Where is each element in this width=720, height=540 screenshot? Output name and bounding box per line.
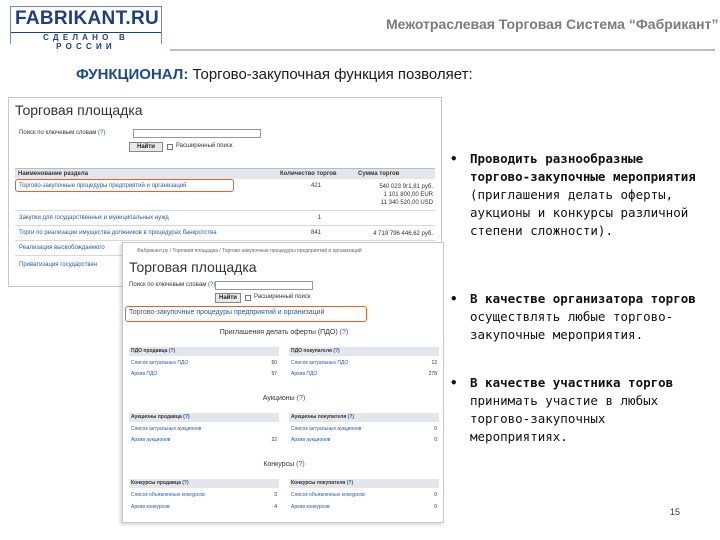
column-header-sum: Сумма торгов <box>355 168 435 179</box>
bullet-text: осуществлять любые торгово-закупочные мероприятия. <box>470 309 674 342</box>
heading-text: Торгово-закупочная функция позволяет: <box>192 66 473 83</box>
trade-sum: 540 023 9г1,81 руб. 1 101 800,00 EUR 11 340 520,00 USD <box>379 184 433 206</box>
contests-buyer-header: Конкурсы покупателя (?) <box>289 479 439 488</box>
pdo-buyer-archive-link[interactable]: Архив ПДО <box>291 371 318 377</box>
breadcrumb[interactable]: Фабрикант.ру / Торговая площадка / Торгово-закупочные процедуры предприятий и организаций <box>137 248 362 254</box>
trade-count: 1 <box>317 215 321 221</box>
contests-buyer-archive-count: 0 <box>434 504 437 510</box>
search-input[interactable] <box>133 129 261 138</box>
section-link[interactable]: Торгово-закупочные процедуры предприятий и организаций <box>129 309 325 316</box>
find-button[interactable]: Найти <box>129 142 163 152</box>
contests-buyer-archive-link[interactable]: Архив конкурсов <box>291 504 330 510</box>
section-link[interactable]: Торгово-закупочные процедуры предприятий и организаций <box>19 183 187 189</box>
contests-section-title: Конкурсы (?) <box>263 461 305 468</box>
bullet-icon: • <box>450 291 458 306</box>
section-link[interactable]: Торги по реализации имущества должников в процедурах банкротства <box>19 230 217 236</box>
pdo-seller-current-link[interactable]: Список актуальных ПДО <box>131 360 189 366</box>
slide-heading <box>76 66 473 83</box>
pdo-seller-archive-count: 57 <box>271 371 277 377</box>
contests-seller-archive-count: 4 <box>274 504 277 510</box>
bullet-text: (приглашения делать оферты, аукционы и конкурсы различной степени сложности). <box>470 187 689 238</box>
pdo-buyer-current-link[interactable]: Список актуальных ПДО <box>291 360 349 366</box>
bullet-text: принимать участие в любых торгово-закупочных мероприятиях. <box>470 393 659 444</box>
extended-search-checkbox[interactable] <box>167 144 173 150</box>
logo-text: FABRIKANT.RU <box>15 8 159 29</box>
pdo-seller-header: ПДО продавца (?) <box>129 347 279 356</box>
logo-tagline: СДЕЛАНО В РОССИИ <box>11 32 161 44</box>
header-title: Межотраслевая Торговая Система “Фабрикант” <box>386 16 719 32</box>
extended-search-label: Расширенный поиск <box>176 143 233 149</box>
row-divider <box>15 225 435 226</box>
highlight-box <box>15 179 234 192</box>
bullet-bold: В качестве участника торгов <box>470 375 674 390</box>
bullet-bold: Проводить разнообразные торгово-закупочные мероприятия <box>470 151 696 184</box>
pdo-buyer-current-count: 12 <box>431 360 437 366</box>
trade-sum: 4 719 796 446,62 руб. <box>373 231 433 237</box>
contests-seller-current-link[interactable]: Список объявленных конкурсов <box>131 492 205 498</box>
auctions-section-title: Аукционы (?) <box>262 395 306 402</box>
platform-title: Торговая площадка <box>15 102 143 118</box>
bullet-icon: • <box>450 151 458 166</box>
slide-header <box>0 0 720 50</box>
auctions-buyer-header: Аукционы покупателя (?) <box>289 413 439 422</box>
pdo-buyer-archive-count: 278 <box>428 371 437 377</box>
find-button[interactable]: Найти <box>215 293 241 303</box>
auctions-buyer-current-count: 0 <box>434 426 437 432</box>
trade-count: 841 <box>310 230 321 236</box>
section-link[interactable]: Реализация высвобождаемого <box>19 245 105 251</box>
auctions-seller-current-link[interactable]: Список актуальных аукционов <box>131 426 202 432</box>
bullet-bold: В качестве организатора торгов <box>470 291 696 306</box>
contests-seller-current-count: 3 <box>274 492 277 498</box>
platform-title: Торговая площадка <box>129 259 257 275</box>
bullet-icon: • <box>450 375 458 390</box>
heading-label: ФУНКЦИОНАЛ: <box>76 66 189 83</box>
screenshot-procurement-section <box>122 242 444 523</box>
contests-buyer-current-count: 0 <box>434 492 437 498</box>
auctions-seller-archive-count: 22 <box>271 437 277 443</box>
row-divider <box>15 210 435 211</box>
contests-seller-archive-link[interactable]: Архив конкурсов <box>131 504 170 510</box>
pdo-seller-archive-link[interactable]: Архив ПДО <box>131 371 158 377</box>
auctions-seller-archive-link[interactable]: Архив аукционов <box>131 437 171 443</box>
column-header-name: Наименование раздела <box>15 168 277 179</box>
extended-search-checkbox[interactable] <box>245 295 251 301</box>
header-divider <box>170 49 715 51</box>
pdo-section-title: Приглашения делать оферты (ПДО) (?) <box>219 329 349 336</box>
contests-buyer-current-link[interactable]: Список объявленных конкурсов <box>291 492 365 498</box>
page-number: 15 <box>670 507 681 517</box>
fabrikant-logo[interactable] <box>10 6 162 51</box>
search-label: Поиск по ключевым словам (?) <box>19 130 106 136</box>
auctions-buyer-current-link[interactable]: Список актуальных аукционов <box>291 426 362 432</box>
column-header-count: Количество торгов <box>277 168 355 179</box>
auctions-seller-header: Аукционы продавца (?) <box>129 413 279 422</box>
section-link[interactable]: Приватизация государствен <box>19 262 98 268</box>
trade-count: 421 <box>310 183 321 189</box>
row-divider <box>15 240 435 241</box>
auctions-buyer-archive-link[interactable]: Архив аукционов <box>291 437 331 443</box>
contests-seller-header: Конкурсы продавца (?) <box>129 479 279 488</box>
section-link[interactable]: Закупки для государственных и муниципальных нужд <box>19 215 169 221</box>
search-label: Поиск по ключевым словам (?) <box>129 282 216 288</box>
pdo-buyer-header: ПДО покупателя (?) <box>289 347 439 356</box>
pdo-seller-current-count: 50 <box>271 360 277 366</box>
auctions-buyer-archive-count: 0 <box>434 437 437 443</box>
extended-search-label: Расширенный поиск <box>254 294 311 300</box>
search-input[interactable] <box>215 281 313 290</box>
